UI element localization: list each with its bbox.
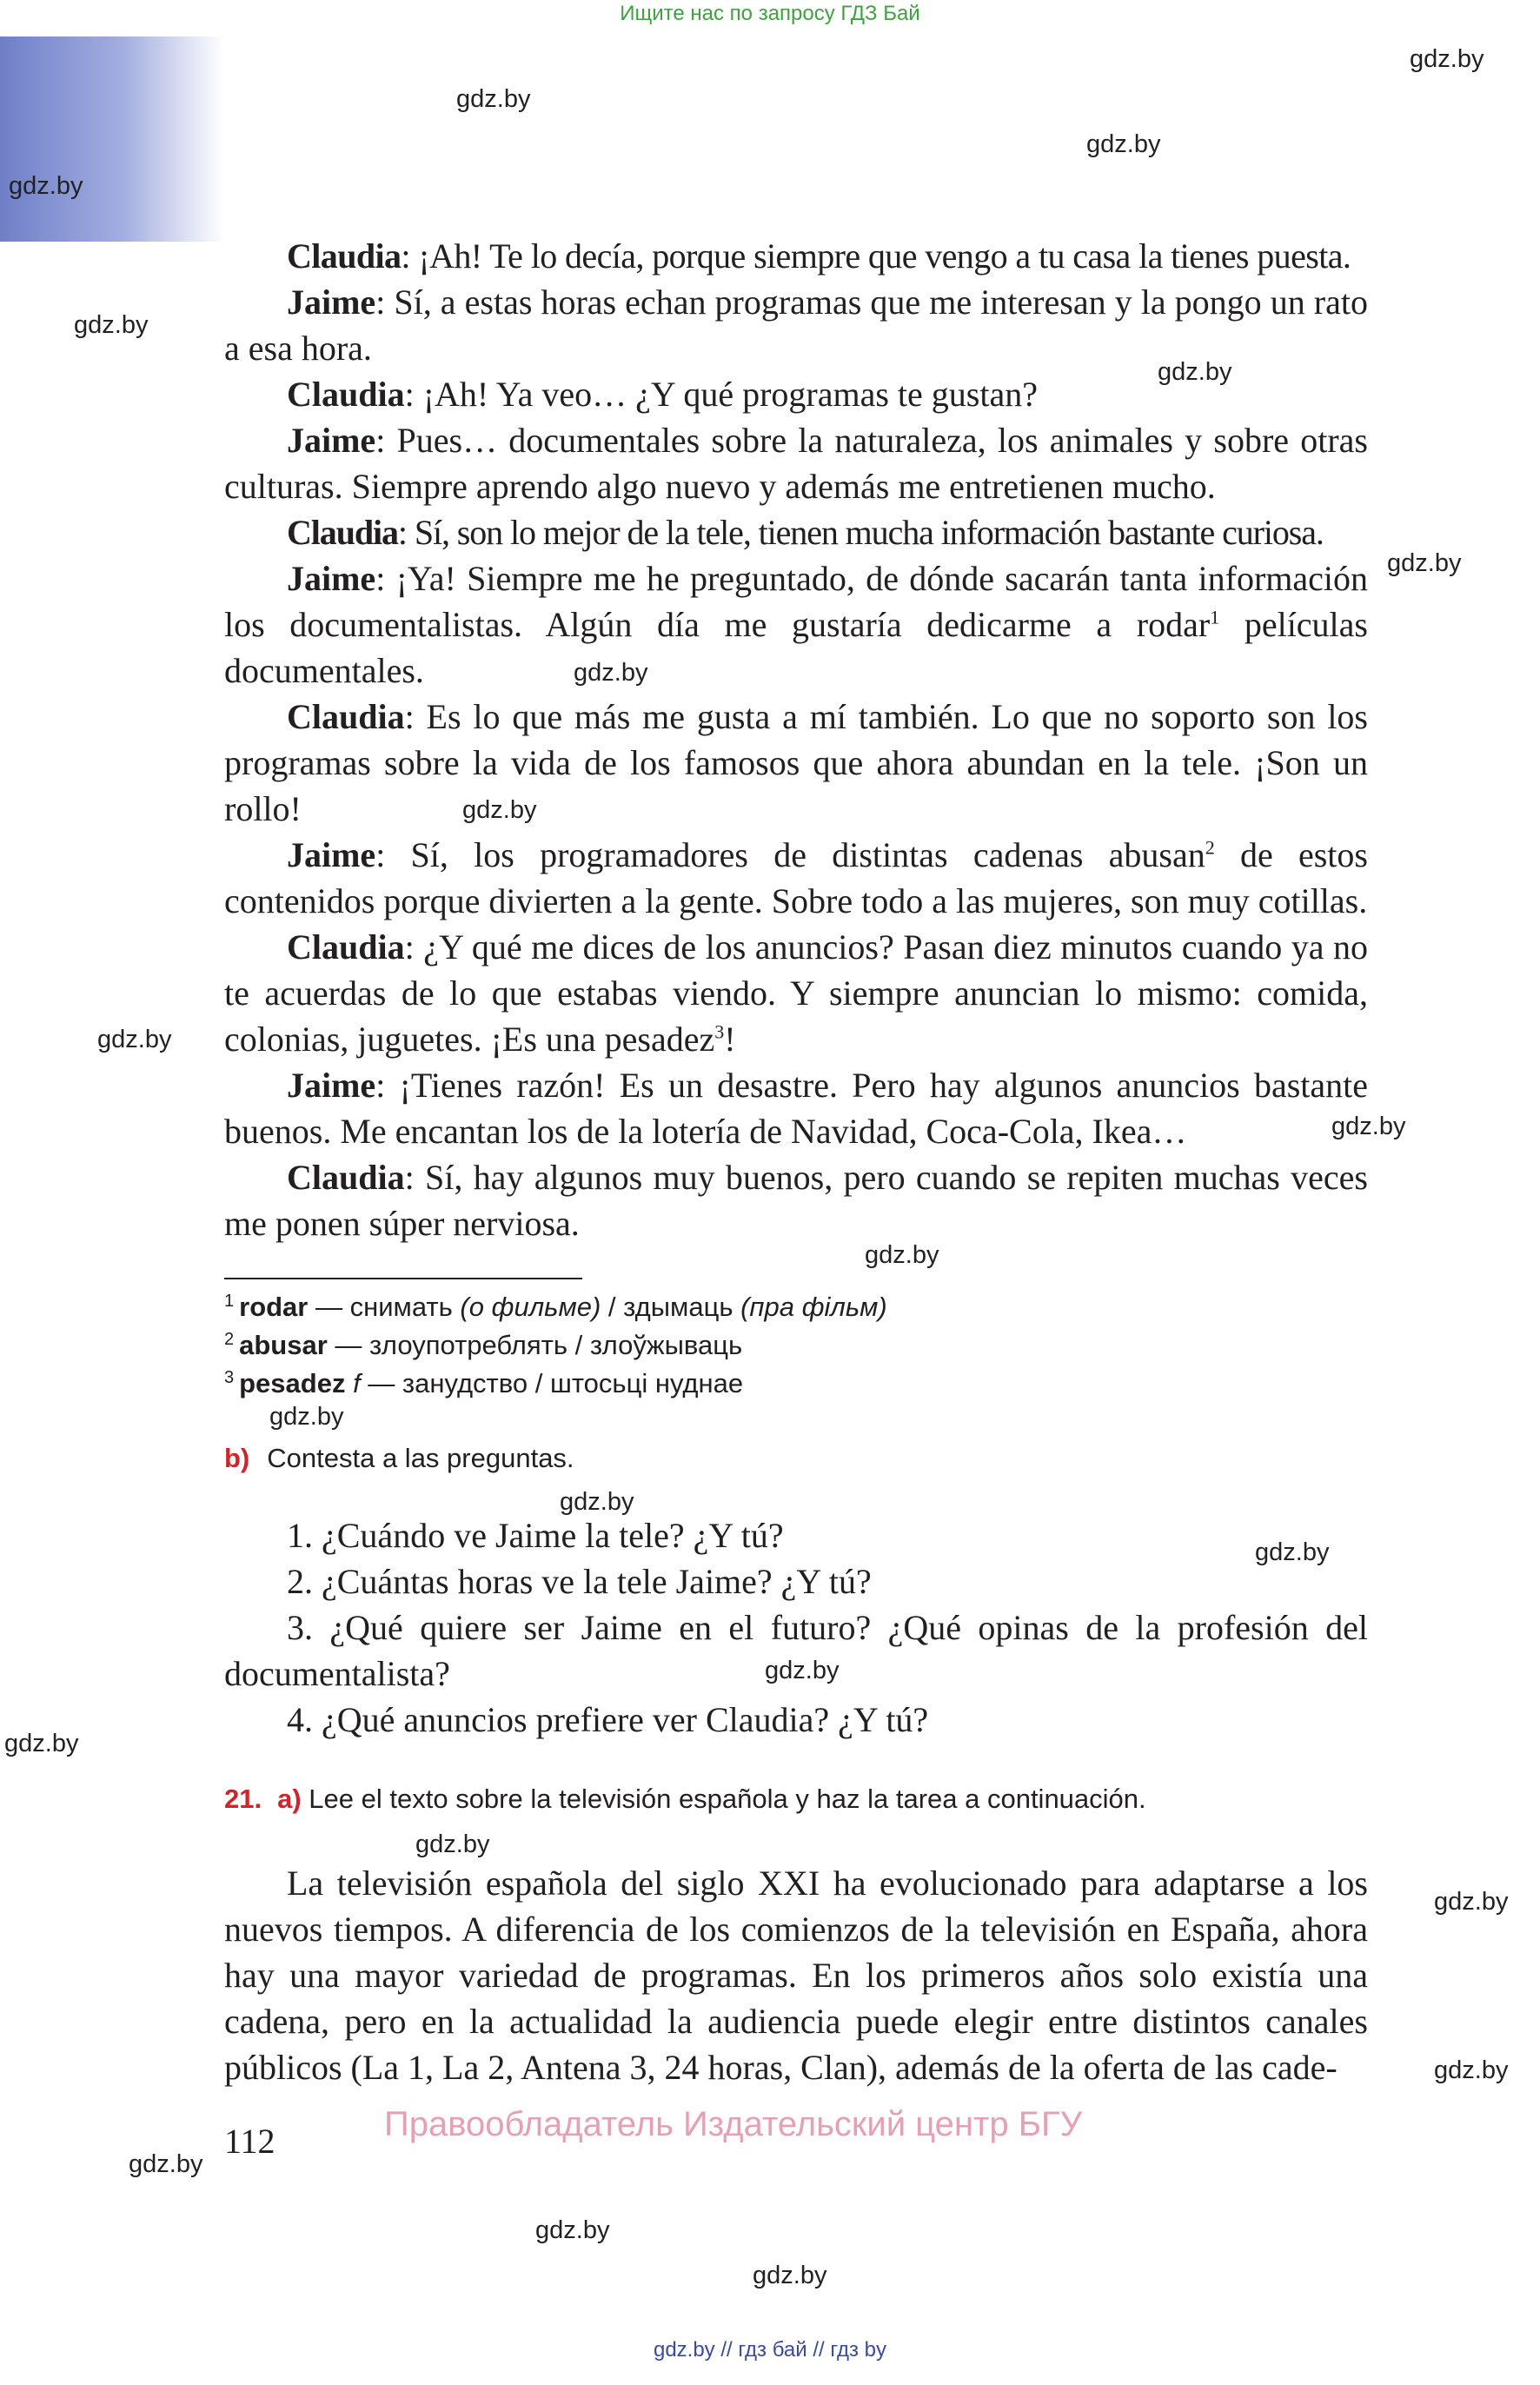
top-note[interactable]: Ищите нас по запросу ГДЗ Бай bbox=[620, 2, 920, 25]
dialogue-line: Jaime: ¡Tienes razón! Es un desastre. Pero hay algunos anuncios bastante buenos. Me encantan los de la lotería de Navidad, Coca-Cola, Ikea… bbox=[224, 1066, 1368, 1151]
corner-decoration bbox=[0, 37, 224, 242]
watermark: gdz.by bbox=[1255, 1538, 1330, 1566]
watermark: gdz.by bbox=[97, 1026, 172, 1053]
watermark: gdz.by bbox=[4, 1730, 79, 1757]
dialogue-line: Jaime: Sí, a estas horas echan programas que me interesan y la pongo un rato a esa hora. bbox=[224, 282, 1368, 368]
watermark: gdz.by bbox=[269, 1403, 344, 1431]
watermark: gdz.by bbox=[865, 1241, 939, 1269]
watermark: gdz.by bbox=[1387, 549, 1462, 577]
dialogue-line: Jaime: Sí, los programadores de distintas cadenas abusan$^2$ de estos contenidos porque divierten a la gente. Sobre todo a las mujeres, son muy cotillas. bbox=[224, 835, 1368, 920]
dialogue-text bbox=[224, 233, 1368, 1246]
question: 1. ¿Cuándo ve Jaime la tele? ¿Y tú? bbox=[287, 1516, 784, 1555]
footnote-divider bbox=[224, 1278, 582, 1279]
dialogue-line: Claudia: ¡Ah! Ya veo… ¿Y qué programas te gustan? bbox=[287, 375, 1038, 414]
watermark: gdz.by bbox=[9, 172, 83, 200]
footnote: $^3$ pesadez f — занудство / штосьці нуднае bbox=[224, 1367, 744, 1398]
watermark: gdz.by bbox=[560, 1488, 634, 1516]
task-b: b) Contesta a las preguntas. bbox=[224, 1443, 574, 1473]
dialogue-line: Claudia: Es lo que más me gusta a mí también. Lo que no soporto son los programas sobre la vida de los famosos que ahora abundan en la tele. ¡Son un rollo! bbox=[224, 697, 1368, 828]
reading-text: La televisión española del siglo XXI ha evolucionado para adaptarse a los nuevos tiempos. A diferencia de los comienzos de la televisión en España, ahora hay una mayor variedad de programas. En los primeros años solo existía una cadena, pero en la actualidad la audiencia puede elegir entre distintos canales públicos (La 1, La 2, Antena 3, 24 horas, Clan), además de la oferta de las cade- bbox=[224, 1863, 1368, 2087]
watermark: gdz.by bbox=[1434, 1888, 1509, 1916]
dialogue-line: Claudia: ¿Y qué me dices de los anuncios? Pasan diez minutos cuando ya no te acuerdas de lo que estabas viendo. Y siempre anuncian lo mismo: comida, colonias, juguetes. ¡Es una pesadez$^3$! bbox=[224, 927, 1368, 1059]
watermark: gdz.by bbox=[456, 85, 531, 113]
dialogue-line: Claudia: Sí, son lo mejor de la tele, tienen mucha información bastante curiosa. bbox=[287, 513, 1324, 552]
dialogue-line: Jaime: Pues… documentales sobre la naturaleza, los animales y sobre otras culturas. Siempre aprendo algo nuevo y además me entretienen mucho. bbox=[224, 421, 1368, 506]
watermark: gdz.by bbox=[753, 2262, 827, 2289]
bottom-links[interactable]: gdz.by // гдз бай // гдз by bbox=[653, 2338, 887, 2362]
watermark: gdz.by bbox=[765, 1657, 840, 1684]
watermark: gdz.by bbox=[74, 311, 149, 339]
watermark: gdz.by bbox=[574, 659, 648, 687]
question: 2. ¿Cuántas horas ve la tele Jaime? ¿Y tú? bbox=[287, 1562, 872, 1601]
watermark: gdz.by bbox=[1086, 130, 1161, 158]
watermark: gdz.by bbox=[1158, 358, 1232, 386]
dialogue-line: Claudia: ¡Ah! Te lo decía, porque siempre que vengo a tu casa la tienes puesta. bbox=[287, 236, 1351, 276]
watermark: gdz.by bbox=[1331, 1113, 1406, 1140]
page-number: 112 bbox=[224, 2122, 275, 2161]
footnote: $^2$ abusar — злоупотреблять / злоўжываць bbox=[224, 1329, 743, 1360]
watermark: gdz.by bbox=[415, 1830, 490, 1858]
dialogue-line: Jaime: ¡Ya! Siempre me he preguntado, de dónde sacarán tanta información los documentalistas. Algún día me gustaría dedicarme a rodar$^1$ películas documentales. bbox=[224, 559, 1368, 690]
watermark: gdz.by bbox=[1434, 2056, 1509, 2084]
questions-list bbox=[224, 1512, 1368, 1743]
dialogue-line: Claudia: Sí, hay algunos muy buenos, pero cuando se repiten muchas veces me ponen súper nerviosa. bbox=[224, 1158, 1368, 1243]
watermark: gdz.by bbox=[535, 2216, 610, 2244]
watermark: gdz.by bbox=[462, 796, 537, 824]
copyright-notice: Правообладатель Издательский центр БГУ bbox=[384, 2105, 1083, 2143]
watermark: gdz.by bbox=[129, 2150, 203, 2178]
question: 3. ¿Qué quiere ser Jaime en el futuro? ¿Qué opinas de la profesión del documentalista? bbox=[224, 1608, 1368, 1693]
watermark: gdz.by bbox=[1410, 45, 1484, 73]
question: 4. ¿Qué anuncios prefiere ver Claudia? ¿Y tú? bbox=[287, 1700, 929, 1739]
footnote: $^1$ rodar — снимать (о фильме) / здымаць (пра фільм) bbox=[224, 1291, 887, 1322]
exercise-21-heading: 21. a) Lee el texto sobre la televisión española y haz la tarea a continuación. bbox=[224, 1784, 1146, 1814]
